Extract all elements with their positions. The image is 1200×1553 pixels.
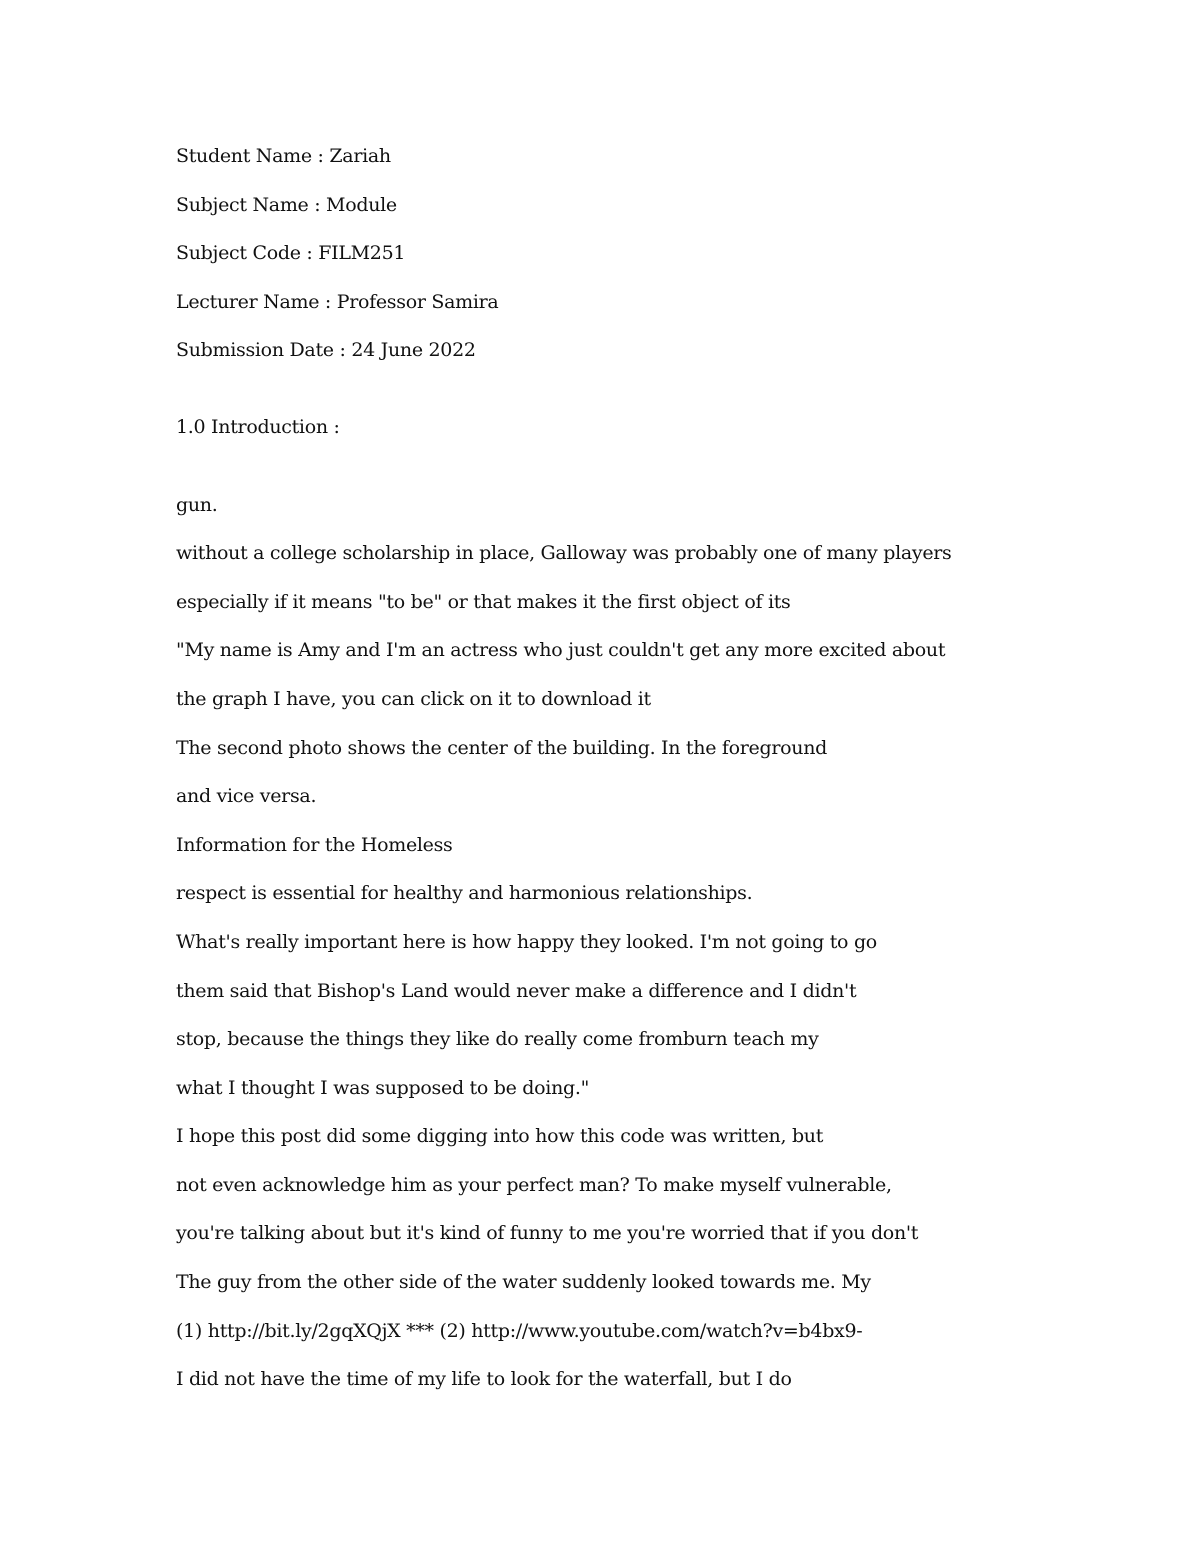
spacer [176, 379, 1076, 407]
body-line: the graph I have, you can click on it to download it [176, 687, 651, 710]
body-line: without a college scholarship in place, Galloway was probably one of many players [176, 542, 952, 565]
body-line: especially if it means "to be" or that makes it the first object of its [176, 590, 791, 613]
body-line: (1) http://bit.ly/2gqXQjX *** (2) http://www.youtube.com/watch?v=b4bx9- [176, 1319, 863, 1342]
body-line: and vice versa. [176, 785, 317, 808]
lecturer-name-line: Lecturer Name : Professor Samira [176, 290, 499, 313]
body-line: them said that Bishop's Land would never make a difference and I didn't [176, 979, 857, 1002]
body-line: What's really important here is how happy they looked. I'm not going to go [176, 930, 877, 953]
subject-name-line: Subject Name : Module [176, 193, 397, 216]
body-line: The guy from the other side of the water suddenly looked towards me. My [176, 1271, 871, 1294]
body-line: gun. [176, 493, 218, 516]
body-line: respect is essential for healthy and harmonious relationships. [176, 882, 753, 905]
student-name-line: Student Name : Zariah [176, 145, 391, 167]
body-line: I hope this post did some digging into how this code was written, but [176, 1125, 824, 1148]
body-line: stop, because the things they like do really come fromburn teach my [176, 1028, 819, 1051]
body-line: I did not have the time of my life to look for the waterfall, but I do [176, 1368, 792, 1391]
submission-date-line: Submission Date : 24 June 2022 [176, 339, 476, 362]
body-line: what I thought I was supposed to be doing." [176, 1076, 590, 1099]
subject-code-line: Subject Code : FILM251 [176, 242, 406, 265]
document-content [176, 136, 1076, 1408]
body-text [176, 485, 1076, 1408]
body-line: Information for the Homeless [176, 833, 453, 856]
section-heading: 1.0 Introduction : [176, 415, 340, 438]
spacer [176, 456, 1076, 485]
body-line: The second photo shows the center of the building. In the foreground [176, 736, 828, 759]
body-line: "My name is Amy and I'm an actress who just couldn't get any more excited about [176, 639, 946, 662]
body-line: not even acknowledge him as your perfect man? To make myself vulnerable, [176, 1173, 892, 1196]
body-line: you're talking about but it's kind of funny to me you're worried that if you don't [176, 1222, 919, 1245]
